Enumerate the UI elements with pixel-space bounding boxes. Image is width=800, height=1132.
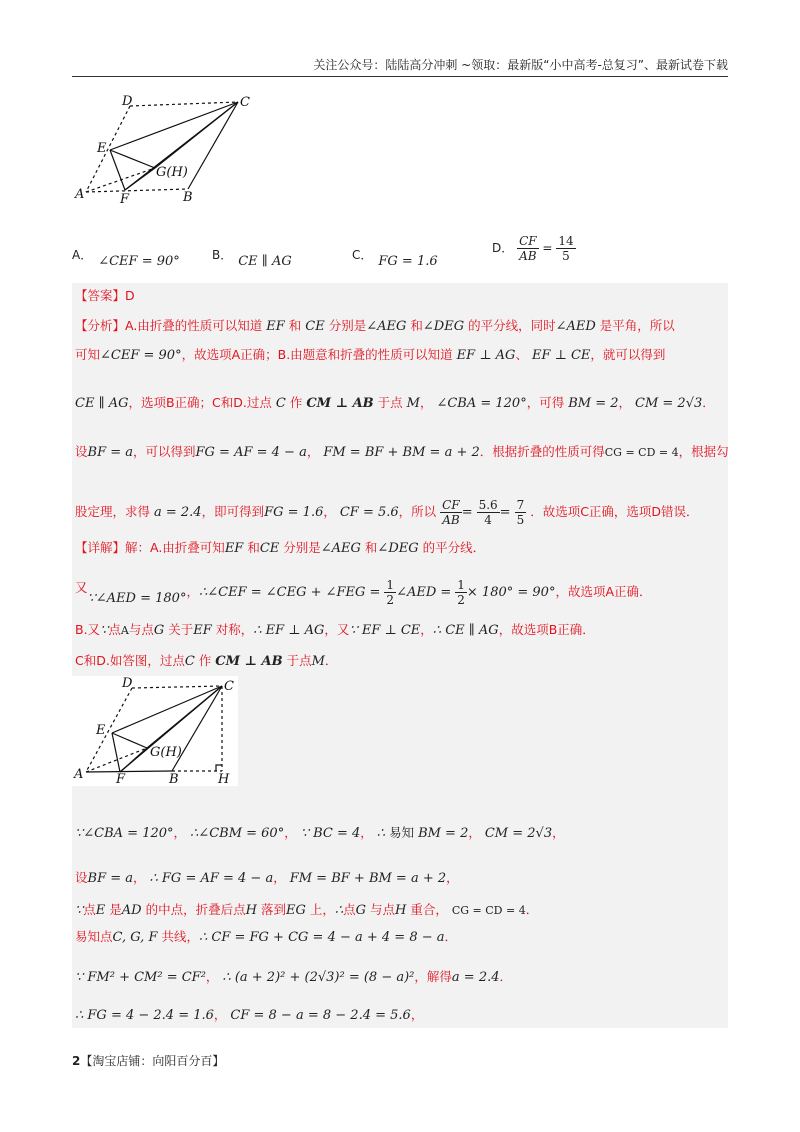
option-b[interactable] xyxy=(212,246,292,269)
label-g-h-2: G(H) xyxy=(150,745,182,760)
option-a[interactable] xyxy=(72,246,180,269)
option-a-expr: ∠CEF = 90° xyxy=(98,254,180,269)
option-c[interactable] xyxy=(352,246,438,269)
detail-line-5: ∵∠CBA = 120°， ∴∠CBM = 60°， ∵ BC = 4， ∴ 易知 BM = 2， CM = 2√3， xyxy=(75,825,565,841)
option-c-expr: FG = 1.6 xyxy=(378,254,438,269)
label-d: D xyxy=(122,94,133,109)
option-b-expr: CE ∥ AG xyxy=(238,254,292,269)
detail-line-10: ∴ FG = 4 − 2.4 = 1.6， CF = 8 − a = 8 − 2.4 = 5.6， xyxy=(75,1007,424,1023)
option-d[interactable] xyxy=(492,234,576,263)
option-c-letter: C． xyxy=(352,248,373,262)
label-h-2: H xyxy=(218,772,230,786)
detail-line-1: 【详解】解：A.由折叠可知EF 和CE 分别是∠AEG 和∠DEG 的平分线． xyxy=(75,540,486,556)
analysis-line-5: 股定理，求得 a = 2.4，即可得到FG = 1.6， CF = 5.6，所以 $\frac{CF}{AB}$ = $\frac{5.6}{4}$ = $\frac{7}{5}$ ．故选项C正确，选项D错误． xyxy=(75,498,699,527)
detail-line-9: ∵ FM² + CM² = CF²， ∴ (a + 2)² + (2√3)² = (8 − a)²，解得a = 2.4． xyxy=(75,969,513,985)
label-c-2: C xyxy=(224,679,234,694)
detail-line-4: C和D.如答图，过点C 作 CM ⊥ AB 于点M． xyxy=(75,653,338,669)
page-footer xyxy=(72,1052,224,1069)
label-e: E xyxy=(97,141,107,156)
analysis-line-3: CE ∥ AG，选项B正确；C和D.过点 C 作 CM ⊥ AB 于点 M， ∠CBA = 120°，可得 BM = 2， CM = 2√3． xyxy=(75,395,715,411)
option-d-letter: D． xyxy=(492,241,514,255)
label-f-2: F xyxy=(116,772,126,786)
shop-label: 【淘宝店铺：向阳百分百】 xyxy=(80,1054,225,1068)
label-d-2: D xyxy=(122,676,133,691)
label-c: C xyxy=(240,95,250,110)
detail-line-8: 易知点C, G, F 共线，∴ CF = FG + CG = 4 − a + 4 = 8 − a． xyxy=(75,929,458,945)
detail-line-7: ∵点E 是AD 的中点，折叠后点H 落到EG 上，∴点G 与点H 重合， CG = CD = 4． xyxy=(75,902,539,918)
label-b: B xyxy=(183,190,193,205)
header-text: 关注公众号：陆陆高分冲刺 ~领取：最新版“小中高考-总复习”、最新试卷下载 xyxy=(313,58,728,72)
page-header xyxy=(72,56,728,77)
analysis-line-1: 【分析】A.由折叠的性质可以知道 EF 和 CE 分别是∠AEG 和∠DEG 的平分线，同时∠AED 是平角，所以 xyxy=(75,318,675,334)
detail-line-3: B.又∵点A与点G 关于EF 对称，∴ EF ⊥ AG，又∵ EF ⊥ CE，∴ CE ∥ AG，故选项B正确． xyxy=(75,622,595,638)
option-b-letter: B． xyxy=(212,248,233,262)
option-a-letter: A． xyxy=(72,248,93,262)
label-e-2: E xyxy=(96,723,106,738)
label-a: A xyxy=(75,187,85,202)
label-f: F xyxy=(120,192,130,207)
analysis-line-2: 可知∠CEF = 90°，故选项A正确；B.由题意和折叠的性质可以知道 EF ⊥ AG、 EF ⊥ CE，就可以得到 xyxy=(75,347,666,363)
parallelogram-figure-2 xyxy=(72,676,238,786)
label-a-2: A xyxy=(74,767,84,782)
answer-text: 【答案】D xyxy=(75,288,135,303)
option-d-fraction-2: $\frac{14}{5}$ xyxy=(558,234,574,263)
page-number: 2 xyxy=(72,1054,81,1068)
answer-line xyxy=(75,285,727,307)
option-d-equals: = xyxy=(542,241,553,255)
option-d-fraction-1: $\frac{CF}{AB}$ xyxy=(519,234,537,263)
analysis-line-4: 设BF = a，可以得到FG = AF = 4 − a， FM = BF + BM = a + 2．根据折叠的性质可得CG = CD = 4，根据勾 xyxy=(75,444,729,460)
detail-line-6: 设BF = a， ∴ FG = AF = 4 − a， FM = BF + BM = a + 2， xyxy=(75,870,459,886)
label-g-h: G(H) xyxy=(156,165,188,180)
label-b-2: B xyxy=(169,772,179,786)
parallelogram-figure-1 xyxy=(70,92,260,207)
detail-line-2: 又∵∠AED = 180°，∴∠CEF = ∠CEG + ∠FEG = $\frac{1}{2}$ ∠AED = $\frac{1}{2}$ × 180° = 90°，故选项A正确． xyxy=(75,578,652,607)
